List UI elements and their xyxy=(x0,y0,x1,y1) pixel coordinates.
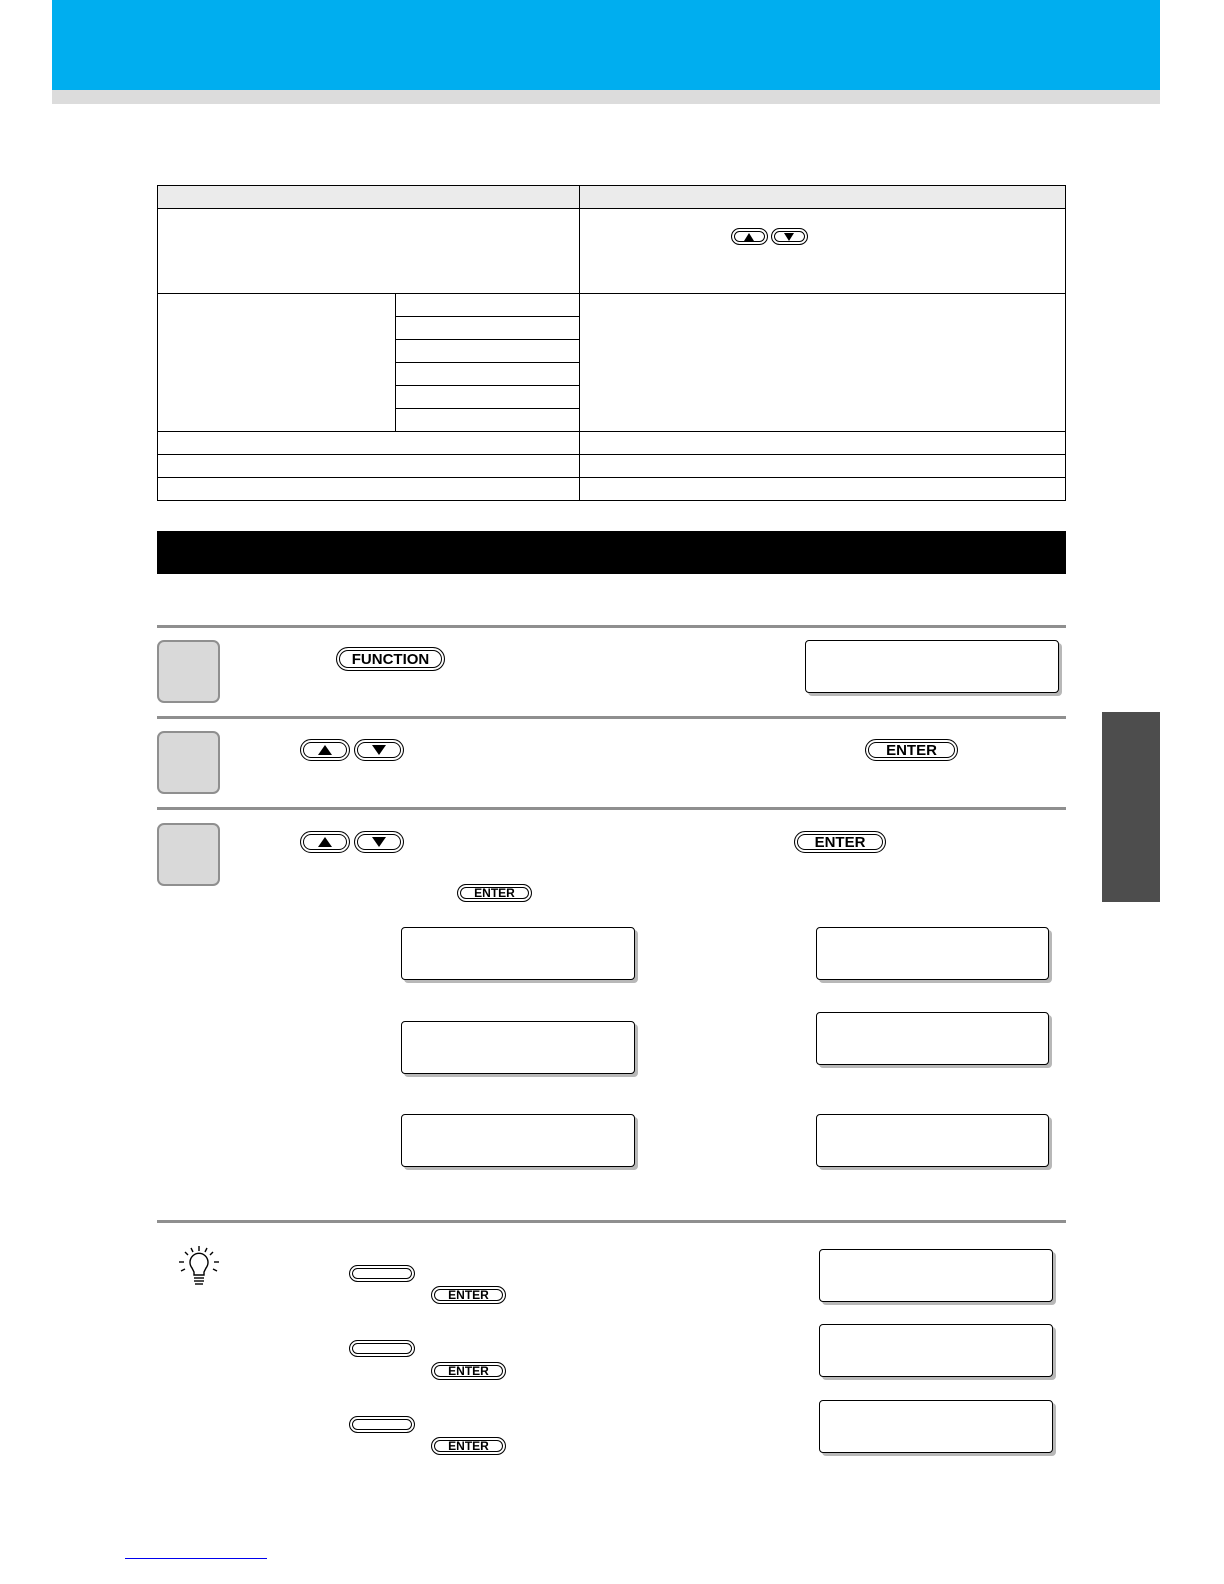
lcd-display xyxy=(819,1324,1053,1377)
step-3-box xyxy=(157,823,220,886)
lcd-display xyxy=(816,927,1049,980)
lcd-display xyxy=(819,1249,1053,1302)
table-cell xyxy=(158,432,580,455)
lcd-display xyxy=(816,1012,1049,1065)
up-triangle-icon xyxy=(318,745,332,755)
table-cell xyxy=(579,478,1065,501)
table-cell xyxy=(158,294,396,432)
table-cell xyxy=(395,294,579,317)
table-cell xyxy=(579,455,1065,478)
down-triangle-icon xyxy=(784,233,794,241)
table-row xyxy=(158,294,1066,317)
enter-key xyxy=(431,1437,506,1455)
step-divider xyxy=(157,625,1066,628)
enter-key-label: ENTER xyxy=(814,833,866,851)
table-row xyxy=(158,478,1066,501)
up-triangle-icon xyxy=(744,233,754,241)
enter-key xyxy=(431,1362,506,1380)
header-band xyxy=(52,0,1160,90)
table-row xyxy=(158,432,1066,455)
down-triangle-icon xyxy=(372,837,386,847)
table-cell xyxy=(395,340,579,363)
step-1-box xyxy=(157,640,220,703)
table-cell xyxy=(579,432,1065,455)
step-divider xyxy=(157,807,1066,810)
up-key xyxy=(731,228,768,245)
table-header-row xyxy=(158,186,1066,209)
chapter-side-tab xyxy=(1102,712,1160,902)
table-cell xyxy=(158,478,580,501)
up-triangle-icon xyxy=(318,837,332,847)
step-divider xyxy=(157,716,1066,719)
table-cell xyxy=(395,409,579,432)
enter-key xyxy=(431,1286,506,1304)
blank-key xyxy=(349,1416,415,1433)
enter-key xyxy=(794,831,886,853)
table-header-cell xyxy=(579,186,1065,209)
table-cell xyxy=(579,209,1065,294)
enter-key xyxy=(865,739,958,761)
enter-key-label: ENTER xyxy=(448,1439,489,1453)
enter-key-label: ENTER xyxy=(474,886,515,900)
footer-link-underline[interactable] xyxy=(125,1558,267,1559)
lcd-display xyxy=(401,927,635,980)
hint-divider xyxy=(157,1220,1066,1223)
table-row xyxy=(158,455,1066,478)
blank-key xyxy=(349,1265,415,1282)
table-cell xyxy=(158,455,580,478)
lcd-display xyxy=(401,1114,635,1167)
section-title-bar xyxy=(157,531,1066,574)
lcd-display xyxy=(805,640,1059,693)
table-row xyxy=(158,209,1066,294)
lcd-display xyxy=(816,1114,1049,1167)
settings-table xyxy=(157,185,1066,501)
header-shadow xyxy=(52,90,1160,104)
lcd-display xyxy=(819,1400,1053,1453)
lcd-display xyxy=(401,1021,635,1074)
function-key-label: FUNCTION xyxy=(351,650,430,668)
down-key xyxy=(771,228,808,245)
table-cell xyxy=(158,209,580,294)
table-cell xyxy=(395,386,579,409)
down-triangle-icon xyxy=(372,745,386,755)
table-header-cell xyxy=(158,186,580,209)
table-cell xyxy=(579,294,1065,432)
enter-key xyxy=(457,884,532,902)
table-cell xyxy=(395,317,579,340)
down-key xyxy=(354,831,404,853)
step-2-box xyxy=(157,731,220,794)
up-key xyxy=(300,831,350,853)
table-cell xyxy=(395,363,579,386)
enter-key-label: ENTER xyxy=(886,741,937,759)
up-key xyxy=(300,739,350,761)
function-key xyxy=(336,647,445,671)
enter-key-label: ENTER xyxy=(448,1364,489,1378)
down-key xyxy=(354,739,404,761)
blank-key xyxy=(349,1340,415,1357)
enter-key-label: ENTER xyxy=(448,1288,489,1302)
lightbulb-icon xyxy=(176,1244,222,1290)
